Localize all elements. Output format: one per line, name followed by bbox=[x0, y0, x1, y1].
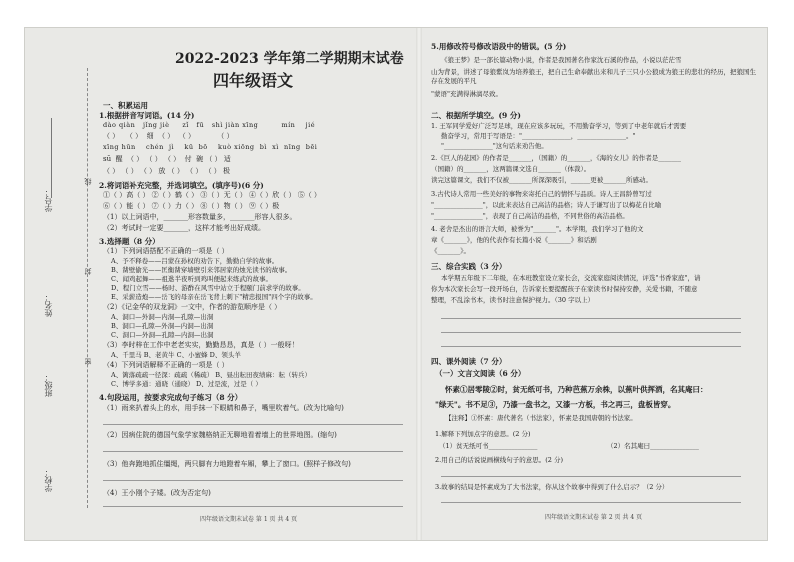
q2-row-1: ①（ ）高（ ） ②（ ）鹤（ ） ③（ ）无（ ） ④（ ）欣（ ） ⑤（ ） bbox=[103, 191, 321, 199]
r2-answer-line[interactable] bbox=[441, 476, 741, 477]
classical-text-1: 怀素①居零陵②时，贫无纸可书，乃种芭蕉万余株，以蕉叶供挥洒，名其庵曰： bbox=[445, 385, 708, 394]
q5-text-1: 《狼王梦》是一部长篇动物小说，作者是我国著名作家沈石溪的作品，小说以茫茫雪 bbox=[441, 56, 682, 64]
q5-heading: 5.用修改符号修改语段中的错误。(5 分) bbox=[431, 42, 567, 51]
q3-2-c: C、洞口—外洞—孔隙—内洞—出洞 bbox=[111, 331, 214, 339]
section-2-heading: 二、根据所学填空。(9 分) bbox=[431, 111, 521, 120]
q2-heading: 2.将词语补充完整，并选词填空。(填序号)(6 分) bbox=[99, 181, 264, 190]
s3-answer-line-2[interactable] bbox=[441, 332, 741, 333]
q3-2-b: B、洞口—孔隙—外洞—内洞—出洞 bbox=[111, 322, 214, 330]
binding-dashed-line bbox=[87, 68, 88, 508]
q4-2-answer-line[interactable] bbox=[103, 451, 403, 452]
r1-b[interactable]: （2）名其庵曰_______________ bbox=[607, 442, 699, 450]
fill-row-3: （ ） （ ） （ ） 放 （ ） （ ） （ ） 极 bbox=[103, 167, 231, 175]
q4-heading: 4.句段运用，按要求完成句子练习（8 分） bbox=[99, 393, 243, 402]
s3-text-2: 你为本次家长会写一段开场白，告诉家长要提醒孩子在家读书时保持安静，关爱书籍，不随意 bbox=[431, 285, 698, 293]
binding-name-label: 姓名： bbox=[44, 293, 53, 317]
binding-class-label: 班级： bbox=[44, 373, 53, 397]
q3-1: （1）下列词语搭配不正确的一项是（ ） bbox=[103, 247, 229, 255]
classical-text-2: "绿天"。书不足③，乃漆一盘书之，又漆一方板，书之再三，盘板皆穿。 bbox=[435, 400, 676, 409]
s2-4-c: 《_______》。 bbox=[431, 247, 470, 255]
q3-1-e: E、采薪造炮——岳飞的母亲在岳飞背上刺下"精忠报国"四个字的故事。 bbox=[111, 293, 317, 301]
exam-title: 2022-2023 学年第二学期期末试卷 bbox=[175, 51, 404, 67]
exam-paper bbox=[24, 27, 768, 541]
classical-note: 【注释】①怀素：唐代著名（书法家），怀素是我国唐朝的书法家。 bbox=[445, 414, 637, 422]
q3-heading: 3.选择题（8 分） bbox=[99, 237, 160, 246]
binding-seal-mark-2: 封 bbox=[84, 268, 92, 275]
r3-answer-line[interactable] bbox=[441, 502, 741, 503]
s2-2-c: 读完这篇课文，我们不仅被_______所深深吸引，______更被_______所感动。 bbox=[431, 176, 652, 184]
s2-3-c: "_______________"，表现了自己高洁的品格，不同世俗的高洁品格。 bbox=[431, 212, 629, 220]
q1-heading: 1.根据拼音写词语。(14 分) bbox=[99, 111, 195, 120]
s2-3: 3.古代诗人常用一些美好的事物来寄托自己的情怀与品质。诗人王昌龄曾写过 bbox=[431, 190, 652, 198]
s2-1: 1. 王军同学爱好广泛写足球，现在应该多玩玩，不用勤奋学习，等到了中老年就后才需要 bbox=[431, 122, 687, 130]
q2-row-2: ⑥（ ）能（ ） ⑦（ ）力（ ） ⑧（ ）物（ ） ⑨（ ）极 bbox=[103, 202, 280, 210]
s2-2: 2.《巨人的花园》的作者是_______，（国籍）的_______，《海的女儿》的作者是_______ bbox=[431, 154, 681, 162]
s2-2-b: （国籍）的_______，这两篇课文选自_______（体裁）。 bbox=[431, 165, 591, 173]
q5-text-2: 山为背景，讲述了母狼紫岚为培养狼王，把自己生命奉献出来和儿子三只小公狼成为狼王的悲壮的经历，把狼国生存在发展的平凡 bbox=[431, 68, 756, 85]
q3-1-d: D、程门立雪——杨时、游酢在风雪中站立于程颐门前求学的故事。 bbox=[111, 284, 305, 292]
q3-3-options: A、千里马 B、老黄牛 C、小蜜蜂 D、领头羊 bbox=[111, 351, 241, 359]
s2-4: 4. 老舍是杰出的语言大师，被誉为"_______"。本学期，我们学习了他的文 bbox=[431, 225, 644, 233]
binding-school-label: 学校： bbox=[44, 468, 53, 492]
q3-2: （2）《记金华的双龙洞》一文中，作者的游览顺序是（ ） bbox=[103, 303, 282, 311]
q3-4-ab: A、篱落疏疏一径深：疏疏（稀疏） B、昼出耘田夜绩麻：耘（转兵） bbox=[111, 371, 312, 379]
pinyin-row-2: xīng hūn chén jì kū bō kuò xiōng bì xì nīng bēi bbox=[103, 143, 318, 151]
q4-4-answer-line[interactable] bbox=[103, 506, 403, 507]
q4-3-answer-line[interactable] bbox=[103, 480, 403, 481]
s2-1-c: "_______________"这句话来劝告他。 bbox=[441, 142, 548, 150]
fill-row-1: （ ） （ ） 细 （ ） （ ） （ ） bbox=[103, 132, 234, 140]
r1: 1.解释下列加点字的意思。(2 分) bbox=[435, 430, 531, 438]
exam-subtitle: 四年级语文 bbox=[213, 71, 294, 90]
q3-1-c: C、闻鸡起舞——祖逖半夜听到鸡叫便起来练武的故事。 bbox=[111, 275, 272, 283]
q3-2-a: A、洞口—外洞—内洞—孔隙—出洞 bbox=[111, 313, 214, 321]
s2-3-b: "_______________"，以此来表达自己高洁的品格；诗人于谦写出了以梅花自比喻 bbox=[431, 201, 662, 209]
r2: 2.用自己的话说说画横线句子的意思。(2 分) bbox=[435, 456, 563, 464]
q4-2: （2）因病住院的德国气象学家魏格纳正无聊地看着墙上的世界地图。(缩句) bbox=[103, 431, 337, 439]
q3-1-a: A、予不释卷——吕蒙在孙权的劝告下，勤勤自学的故事。 bbox=[111, 257, 279, 265]
q4-1: （1）雨来扒着头上的水，用手抹一下眼睛和鼻子，嘴里吹着气。(改为比喻句) bbox=[103, 404, 344, 412]
s2-1-b: 勤奋学习，常用于写语是："_______________，_______________。" bbox=[441, 132, 636, 140]
s3-answer-line-3[interactable] bbox=[441, 346, 741, 347]
s2-4-b: 章《_______》，他的代表作有长篇小说《_______》和话剧 bbox=[431, 236, 597, 244]
page-2-footer: 四年级语文期末试卷 第 2 页 共 4 页 bbox=[545, 514, 643, 521]
pinyin-row-1: dào qiàn jǐng jiè zǐ fū shì jiàn xīng mín jié bbox=[103, 121, 316, 129]
q5-text-3: "蒙语"充满得淋漓尽致。 bbox=[431, 90, 502, 98]
section-1-heading: 一、积累运用 bbox=[103, 101, 148, 110]
binding-seal-mark-3: 密 bbox=[84, 358, 92, 365]
q3-3: （3）李时梓在工作中老老实实，勤勤恳恳，真是（ ）一般呀！ bbox=[103, 341, 299, 349]
q2-sub-a: （1）以上词语中，_______形容数量多，_______形容人很多。 bbox=[103, 213, 297, 221]
s4-subheading: （一）文言文阅读（6 分） bbox=[435, 369, 526, 378]
section-3-heading: 三、综合实践（3 分） bbox=[431, 262, 507, 271]
page-1 bbox=[95, 28, 413, 540]
page-1-footer: 四年级语文期末试卷 第 1 页 共 4 页 bbox=[200, 516, 298, 523]
s3-text-1: 本学期五年级下二年级，在本班教室设立家长会，交流家庭阅读情况，评选"书香家庭"，请 bbox=[441, 274, 701, 282]
q2-sub-b: （2）考试时一定要_______，这样才能考出好成绩。 bbox=[103, 224, 265, 232]
q4-1-answer-line[interactable] bbox=[103, 424, 403, 425]
binding-number-label: 学号： bbox=[44, 188, 53, 212]
page-2 bbox=[427, 28, 761, 540]
q3-4-cd: C、博学多通：通晓（通晓） D、过是流，过是（ ） bbox=[111, 380, 262, 388]
fill-row-2: sū 醒 （ ） （ ） （ ） 付 碗 （ ） 适 bbox=[103, 155, 231, 163]
q4-3: （3）他奔跑地抓住缰绳，两只脚有力地蹬着车厢，攀上了窗口。(照样子修改句) bbox=[103, 460, 351, 468]
page-fold bbox=[416, 28, 422, 540]
q3-4: （4）下列词语解释不正确的一项是（ ） bbox=[103, 361, 229, 369]
s3-text-3: 整理，不乱涂书本，读书时注意保护视力。（30 字以上） bbox=[431, 296, 595, 304]
binding-seal-mark: 线 bbox=[84, 178, 92, 185]
binding-number-line bbox=[51, 118, 52, 198]
section-4-heading: 四、课外阅读（7 分） bbox=[431, 357, 507, 366]
r1-a[interactable]: （1）贫无纸可书_______________ bbox=[439, 442, 538, 450]
s3-answer-line-1[interactable] bbox=[441, 318, 741, 319]
q4-4: （4）王小刚个子矮。(改为否定句) bbox=[103, 489, 211, 497]
q3-1-b: B、凿壁偷光——匡衡凿穿墙壁引来邻居家的烛光读书的故事。 bbox=[111, 266, 292, 274]
r3: 3.故事的结局是怀素成为了大书法家，你从这个故事中得到了什么启示？（2 分） bbox=[435, 483, 669, 491]
